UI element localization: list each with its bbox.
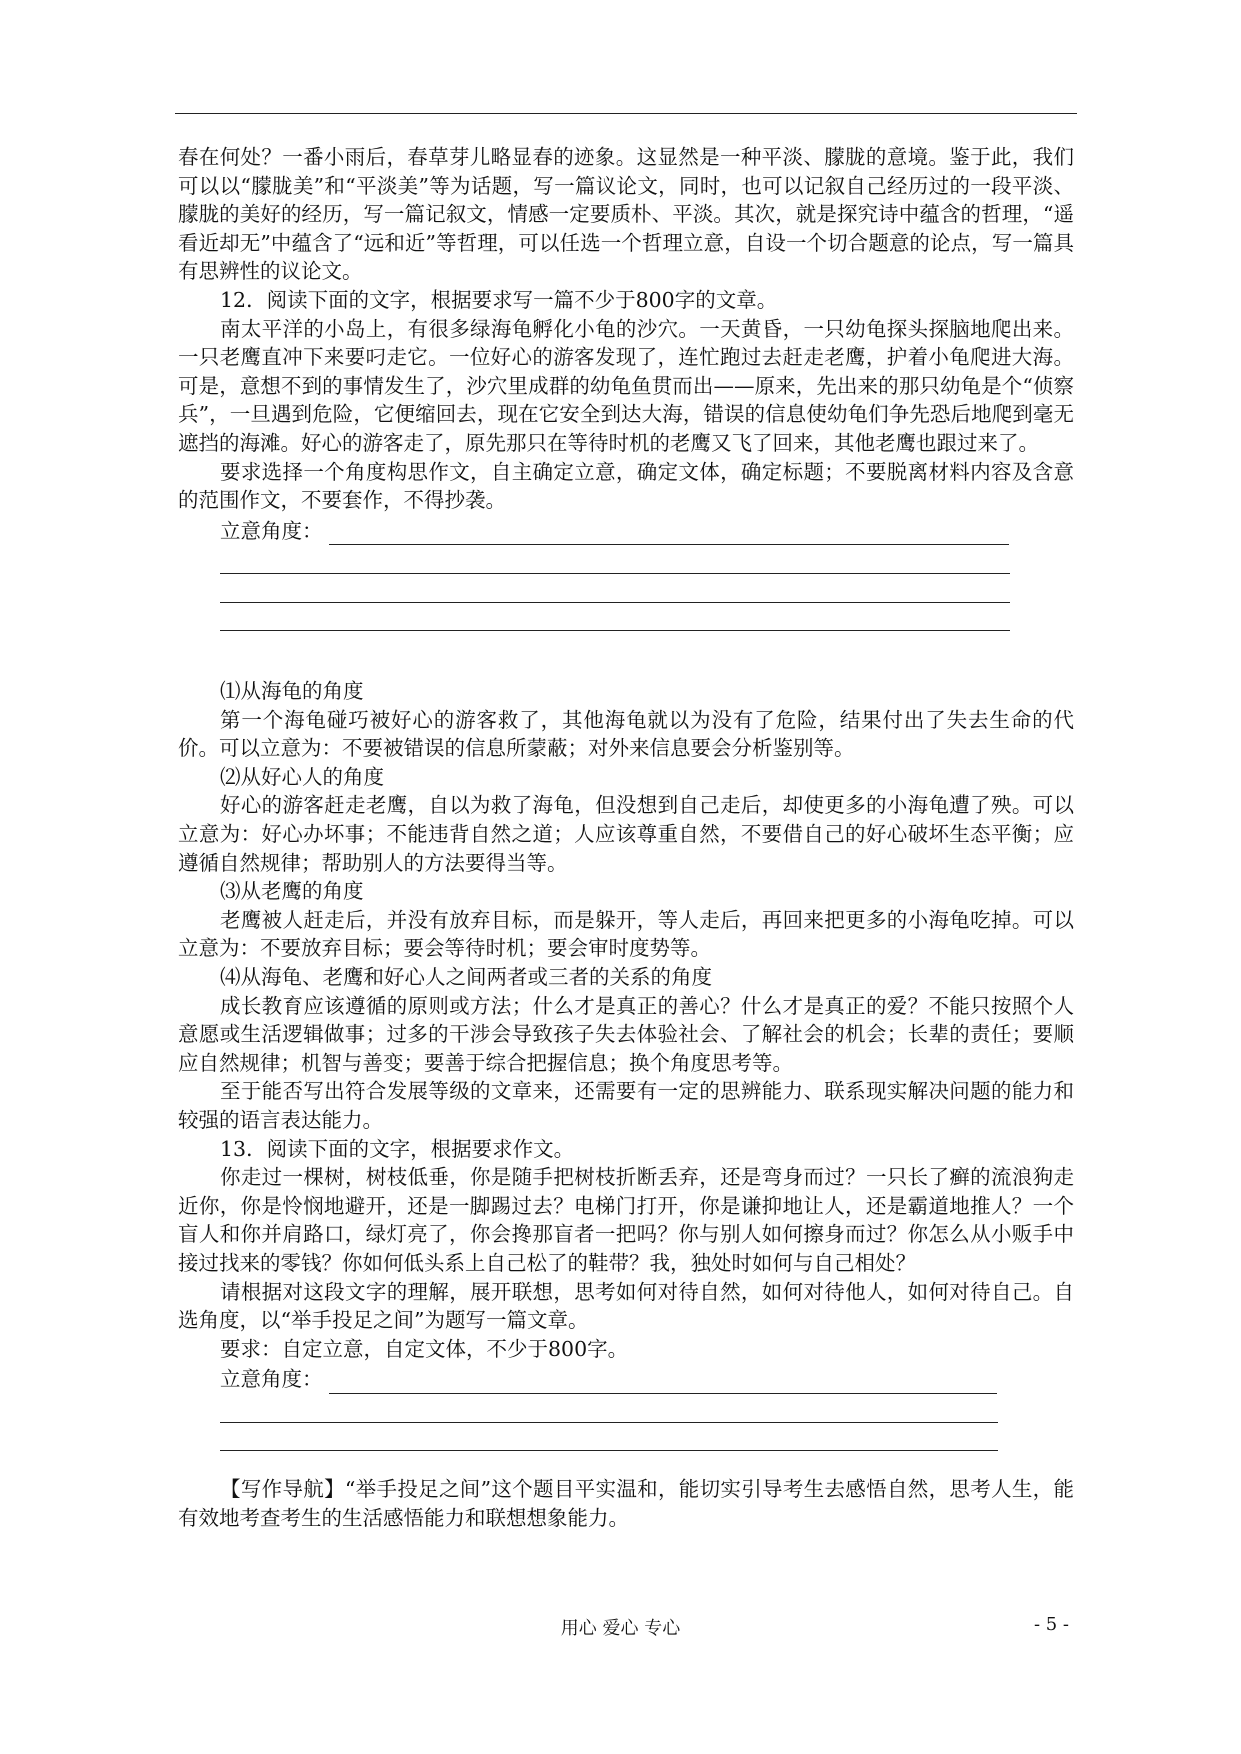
answer-blanks-q13 xyxy=(178,1365,1074,1451)
underline xyxy=(220,610,1010,631)
paragraph-q13-material: 你走过一棵树，树枝低垂，你是随手把树枝折断丢弃，还是弯身而过？一只长了癣的流浪狗走近你，你是怜悯地避开，还是一脚踢过去？电梯门打开，你是谦抑地让人，还是霸道地推人？一个盲人和你并肩路口，绿灯亮了，你会搀那盲者一把吗？你与别人如何擦身而过？你怎么从小贩手中接过找来的零钱？你如何低头系上自己松了的鞋带？我，独处时如何与自己相处？ xyxy=(178,1165,1074,1275)
paragraph-q13: 13．阅读下面的文字，根据要求作文。 xyxy=(220,1136,575,1161)
paragraph-a4-body: 成长教育应该遵循的原则或方法；什么才是真正的善心？什么才是真正的爱？不能只按照个人意愿或生活逻辑做事；过多的干涉会导致孩子失去体验社会、了解社会的机会；长辈的责任；要顺应自然规律；机智与善变；要善于综合把握信息；换个角度思考等。 xyxy=(178,993,1074,1075)
paragraph-q12-material: 南太平洋的小岛上，有很多绿海龟孵化小龟的沙穴。一天黄昏，一只幼龟探头探脑地爬出来。一只老鹰直冲下来要叼走它。一位好心的游客发现了，连忙跑过去赶走老鹰，护着小龟爬进大海。可是，意想不到的事情发生了，沙穴里成群的幼龟鱼贯而出——原来，先出来的那只幼龟是个“侦察兵”，一旦遇到危险，它便缩回去，现在它安全到达大海，错误的信息使幼龟们争先恐后地爬到毫无遮挡的海滩。好心的游客走了，原先那只在等待时机的老鹰又飞了回来，其他老鹰也跟过来了。 xyxy=(178,316,1074,455)
underline xyxy=(220,582,1010,603)
underline xyxy=(220,553,1010,574)
paragraph-q13-req: 要求：自定立意，自定文体，不少于800字。 xyxy=(220,1336,629,1361)
paragraph-a2-body: 好心的游客赶走老鹰，自以为救了海龟，但没想到自己走后，却使更多的小海龟遭了殃。可以立意为：好心办坏事；不能违背自然之道；人应该尊重自然，不要借自己的好心破坏生态平衡；应遵循自然规律；帮助别人的方法要得当等。 xyxy=(178,793,1074,875)
underline xyxy=(329,524,1009,545)
paragraph-q12: 12．阅读下面的文字，根据要求写一篇不少于800字的文章。 xyxy=(220,287,778,312)
answer-line[interactable] xyxy=(178,1423,1074,1452)
answer-line[interactable] xyxy=(178,574,1074,603)
section-analysis-q13 xyxy=(178,677,1074,1363)
section-q12 xyxy=(178,143,1074,515)
paragraph-q13-prompt: 请根据对这段文字的理解，展开联想，思考如何对待自然，如何对待他人，如何对待自己。自选角度，以“举手投足之间”为题写一篇文章。 xyxy=(178,1279,1074,1333)
header-rule xyxy=(175,113,1077,114)
footer-slogan: 用心 爱心 专心 xyxy=(560,1618,681,1639)
paragraph-cont: 春在何处？一番小雨后，春草芽儿略显春的迹象。这显然是一种平淡、朦胧的意境。鉴于此，我们可以以“朦胧美”和“平淡美”等为话题，写一篇议论文，同时，也可以记叙自己经历过的一段平淡、朦胧的美好的经历，写一篇记叙文，情感一定要质朴、平淡。其次，就是探究诗中蕴含的哲理，“遥看近却无”中蕴含了“远和近”等哲理，可以任选一个哲理立意，自设一个切合题意的论点，写一篇具有思辨性的议论文。 xyxy=(178,145,1074,284)
paragraph-q12-req: 要求选择一个角度构思作文，自主确定立意，确定文体，确定标题；不要脱离材料内容及含意的范围作文，不要套作，不得抄袭。 xyxy=(178,459,1074,513)
page-number: - 5 - xyxy=(1033,1614,1069,1635)
underline xyxy=(220,1430,998,1451)
paragraph-a3-body: 老鹰被人赶走后，并没有放弃目标，而是躲开，等人走后，再回来把更多的小海龟吃掉。可以立意为：不要放弃目标；要会等待时机；要会审时度势等。 xyxy=(178,907,1074,961)
paragraph-a3-title: ⑶从老鹰的角度 xyxy=(220,879,364,904)
paragraph-a1-title: ⑴从海龟的角度 xyxy=(220,679,364,704)
paragraph-a2-title: ⑵从好心人的角度 xyxy=(220,764,384,789)
writing-guide: 【写作导航】“举手投足之间”这个题目平实温和，能切实引导考生去感悟自然，思考人生，能有效地考查考生的生活感悟能力和联想想象能力。 xyxy=(178,1477,1074,1530)
paragraph-a1-body: 第一个海龟碰巧被好心的游客救了，其他海龟就以为没有了危险，结果付出了失去生命的代价。可以立意为：不要被错误的信息所蒙蔽；对外来信息要会分析鉴别等。 xyxy=(178,707,1074,761)
blank-label: 立意角度： xyxy=(220,1367,323,1392)
answer-line[interactable] xyxy=(178,603,1074,632)
answer-line[interactable] xyxy=(178,1365,1074,1394)
paragraph-a-summary: 至于能否写出符合发展等级的文章来，还需要有一定的思辨能力、联系现实解决问题的能力和较强的语言表达能力。 xyxy=(178,1079,1074,1132)
blank-label: 立意角度： xyxy=(220,518,323,543)
answer-line[interactable] xyxy=(178,517,1074,546)
answer-line[interactable] xyxy=(178,1394,1074,1423)
answer-line[interactable] xyxy=(178,545,1074,574)
answer-blanks-q12 xyxy=(178,517,1074,631)
paragraph-a4-title: ⑷从海龟、老鹰和好心人之间两者或三者的关系的角度 xyxy=(220,965,712,990)
document-body xyxy=(178,143,1074,1532)
underline xyxy=(329,1373,997,1394)
underline xyxy=(220,1402,998,1423)
